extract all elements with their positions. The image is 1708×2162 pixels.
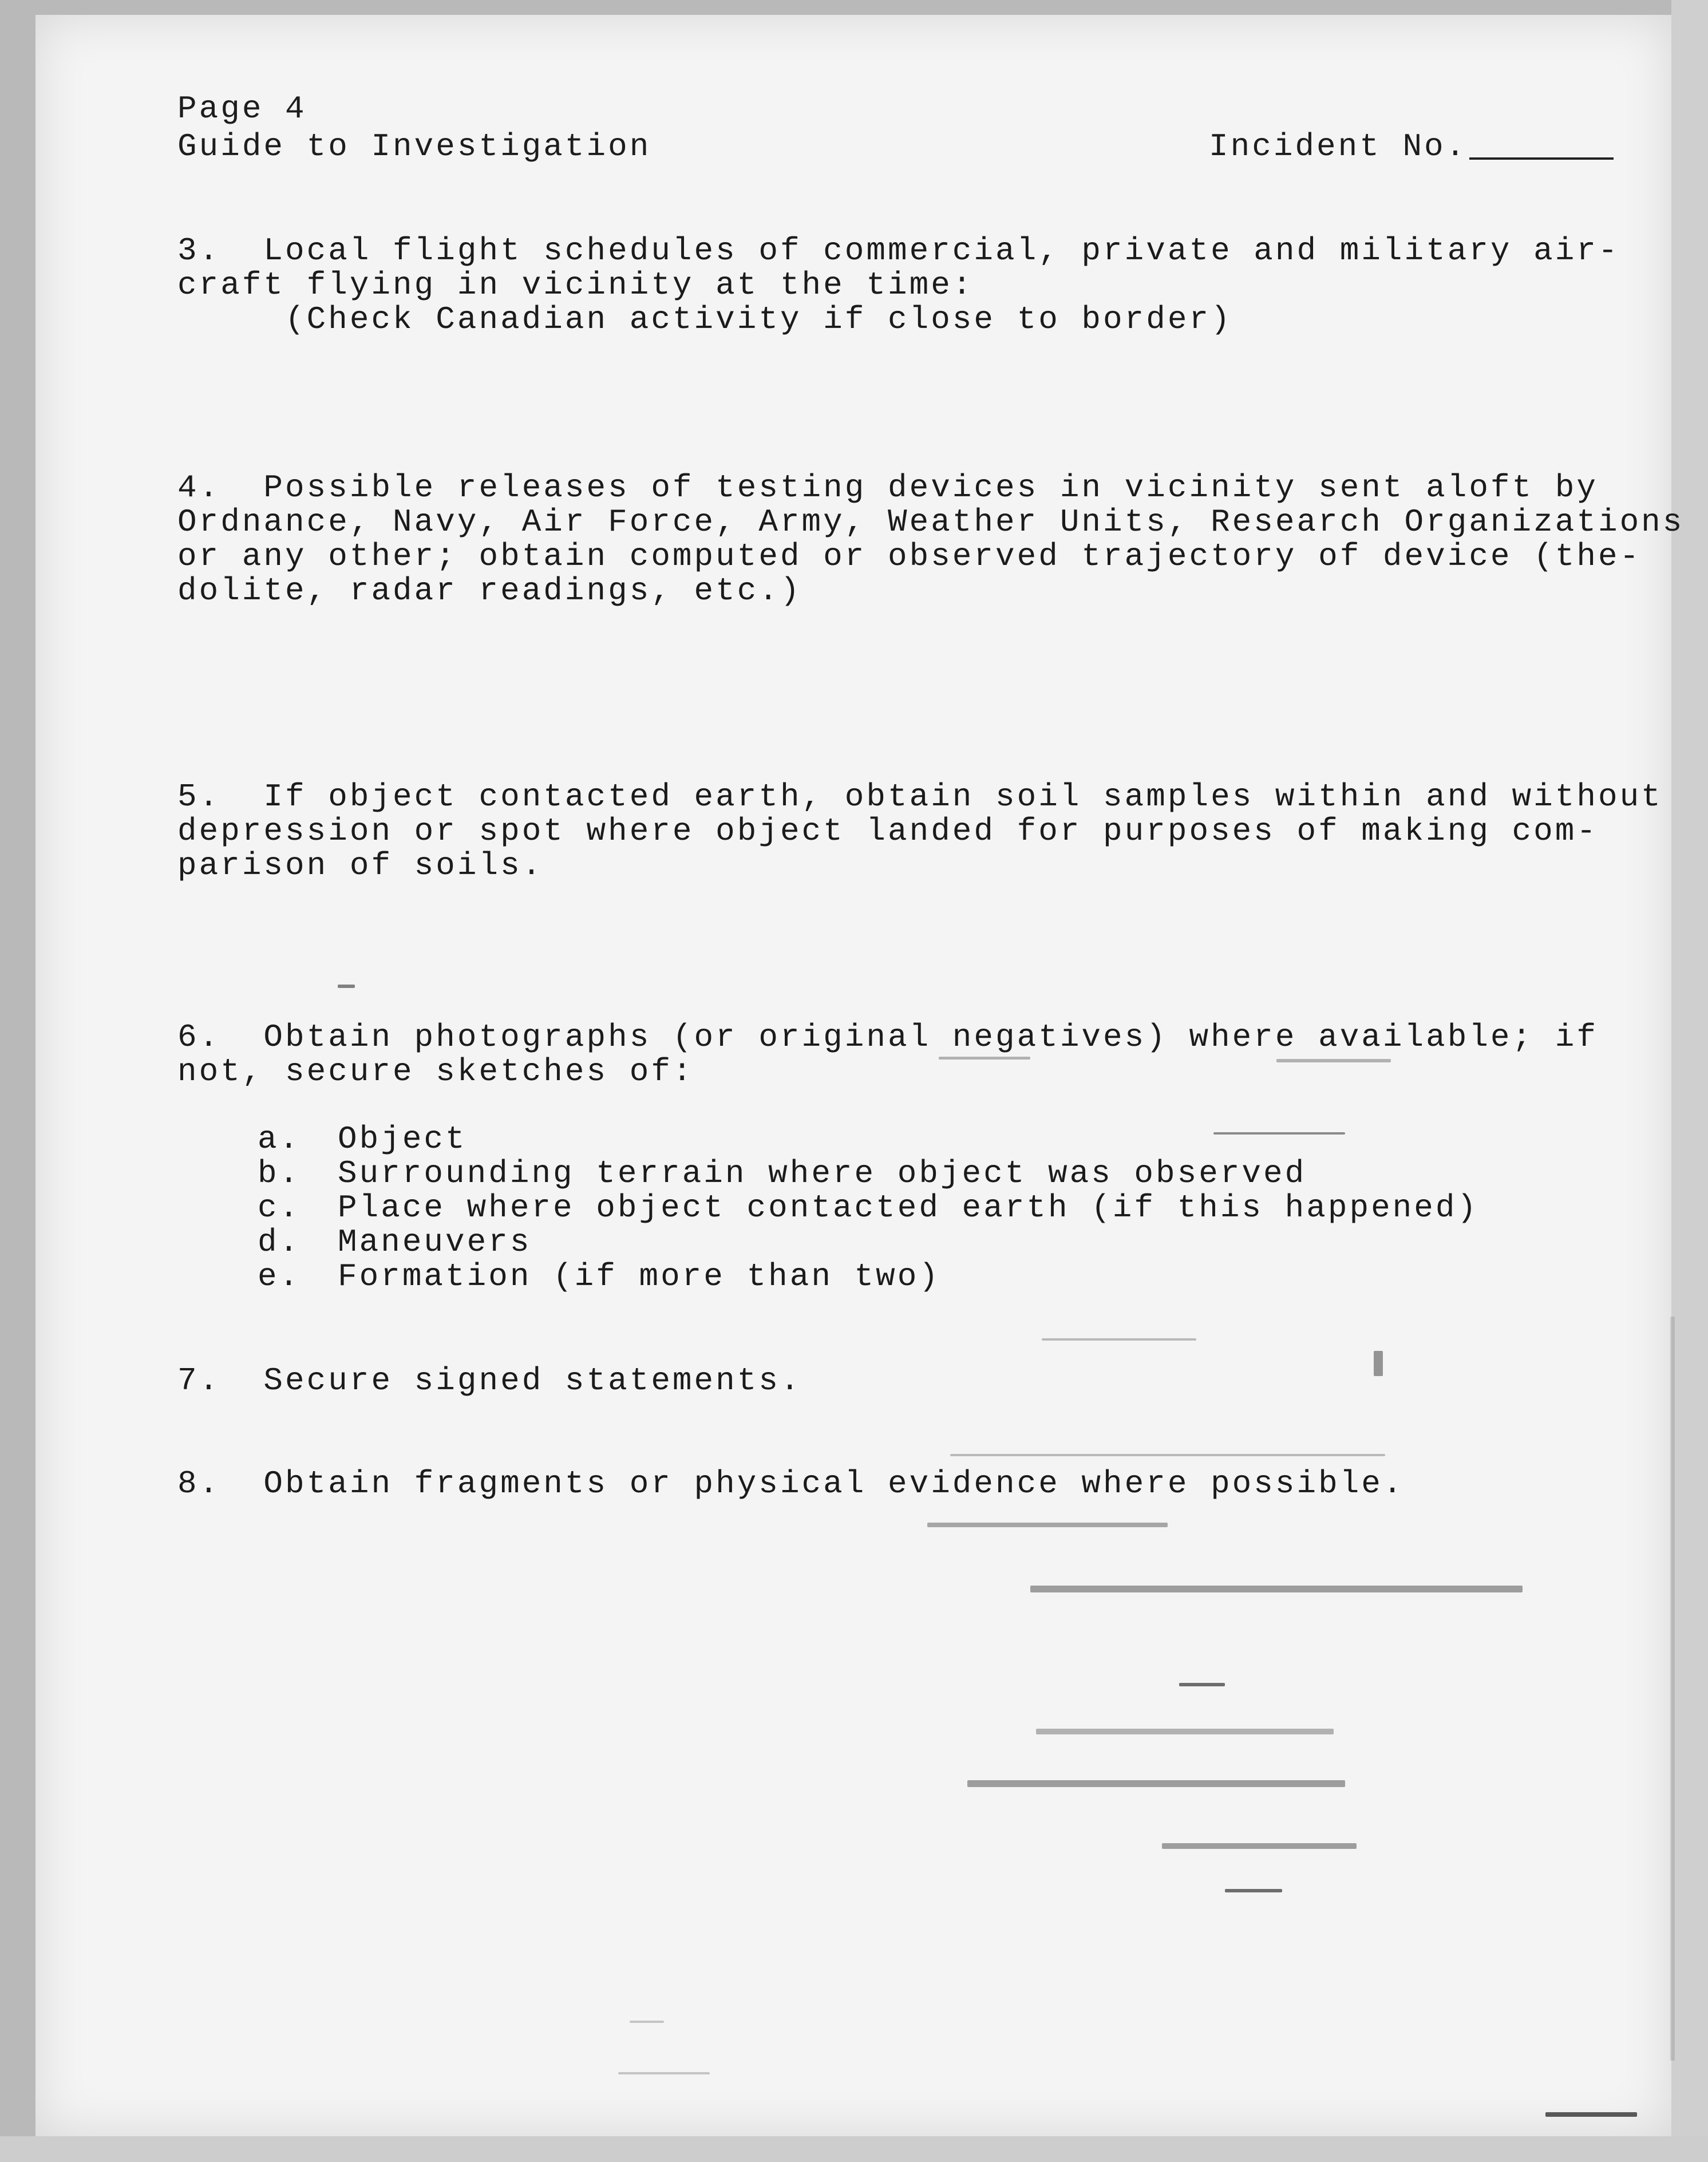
item-3 bbox=[177, 234, 1620, 337]
item-line: 3. Local flight schedules of commercial, private and military air- bbox=[177, 232, 1620, 269]
item-6 bbox=[177, 1020, 1598, 1089]
scan-smudge bbox=[338, 985, 355, 988]
sub-item-d bbox=[258, 1225, 1478, 1259]
sub-item-text: Maneuvers bbox=[338, 1224, 532, 1260]
sub-item-text: Surrounding terrain where object was observed bbox=[338, 1155, 1307, 1192]
sub-item-e bbox=[258, 1259, 1478, 1294]
sub-item-letter: a. bbox=[258, 1121, 301, 1157]
item-8 bbox=[177, 1467, 1405, 1501]
scan-smudge bbox=[618, 2072, 710, 2074]
item-4 bbox=[177, 471, 1684, 608]
sub-item-text: Object bbox=[338, 1121, 467, 1157]
sub-item-text: Formation (if more than two) bbox=[338, 1258, 940, 1295]
incident-number-field bbox=[1209, 129, 1614, 164]
scan-smudge bbox=[1276, 1059, 1391, 1062]
scan-smudge bbox=[1545, 2112, 1637, 2117]
scan-smudge bbox=[1036, 1729, 1334, 1734]
sub-item-a bbox=[258, 1122, 1478, 1156]
item-7 bbox=[177, 1363, 802, 1398]
sub-item-letter: e. bbox=[258, 1258, 301, 1295]
page-label: Page 4 bbox=[177, 90, 307, 127]
scan-smudge bbox=[939, 1057, 1030, 1060]
item-line: 5. If object contacted earth, obtain soil samples within and without bbox=[177, 778, 1663, 815]
scan-smudge bbox=[1030, 1586, 1523, 1592]
incident-number-blank bbox=[1469, 157, 1614, 160]
scan-edge-bottom bbox=[0, 2136, 1708, 2162]
item-line: dolite, radar readings, etc.) bbox=[177, 572, 802, 609]
item-line: 8. Obtain fragments or physical evidence where possible. bbox=[177, 1465, 1405, 1502]
scan-smudge bbox=[630, 2021, 664, 2023]
sub-item-letter: d. bbox=[258, 1224, 301, 1260]
item-line: 6. Obtain photographs (or original negatives) where available; if bbox=[177, 1019, 1598, 1056]
scan-smudge bbox=[1374, 1351, 1383, 1376]
scan-smudge bbox=[1042, 1338, 1196, 1341]
item-line: 7. Secure signed statements. bbox=[177, 1362, 802, 1399]
item-5 bbox=[177, 780, 1663, 883]
item-line: Ordnance, Navy, Air Force, Army, Weather Units, Research Organizations bbox=[177, 504, 1685, 540]
scan-smudge bbox=[1179, 1683, 1225, 1686]
sub-item-letter: c. bbox=[258, 1189, 301, 1226]
scan-smudge bbox=[1670, 1317, 1675, 2061]
item-line: (Check Canadian activity if close to border) bbox=[177, 301, 1232, 338]
item-6-sub-list bbox=[258, 1122, 1478, 1294]
scan-smudge bbox=[1213, 1132, 1345, 1135]
item-line: parison of soils. bbox=[177, 847, 544, 884]
item-line: or any other; obtain computed or observed trajectory of device (the- bbox=[177, 538, 1642, 575]
scan-smudge bbox=[1162, 1843, 1357, 1849]
scan-edge-right bbox=[1671, 0, 1708, 2162]
sub-item-letter: b. bbox=[258, 1155, 301, 1192]
scan-smudge bbox=[1225, 1889, 1282, 1892]
scan-smudge bbox=[950, 1454, 1385, 1456]
scan-smudge bbox=[927, 1523, 1168, 1527]
item-line: 4. Possible releases of testing devices in vicinity sent aloft by bbox=[177, 469, 1598, 506]
item-line: craft flying in vicinity at the time: bbox=[177, 267, 974, 303]
incident-label: Incident No. bbox=[1209, 128, 1468, 165]
item-line: depression or spot where object landed for purposes of making com- bbox=[177, 813, 1598, 849]
sub-item-c bbox=[258, 1191, 1478, 1225]
item-line: not, secure sketches of: bbox=[177, 1053, 694, 1090]
scan-smudge bbox=[967, 1780, 1345, 1787]
sub-item-text: Place where object contacted earth (if this happened) bbox=[338, 1189, 1479, 1226]
sub-item-b bbox=[258, 1156, 1478, 1191]
document-title: Guide to Investigation bbox=[177, 128, 651, 165]
